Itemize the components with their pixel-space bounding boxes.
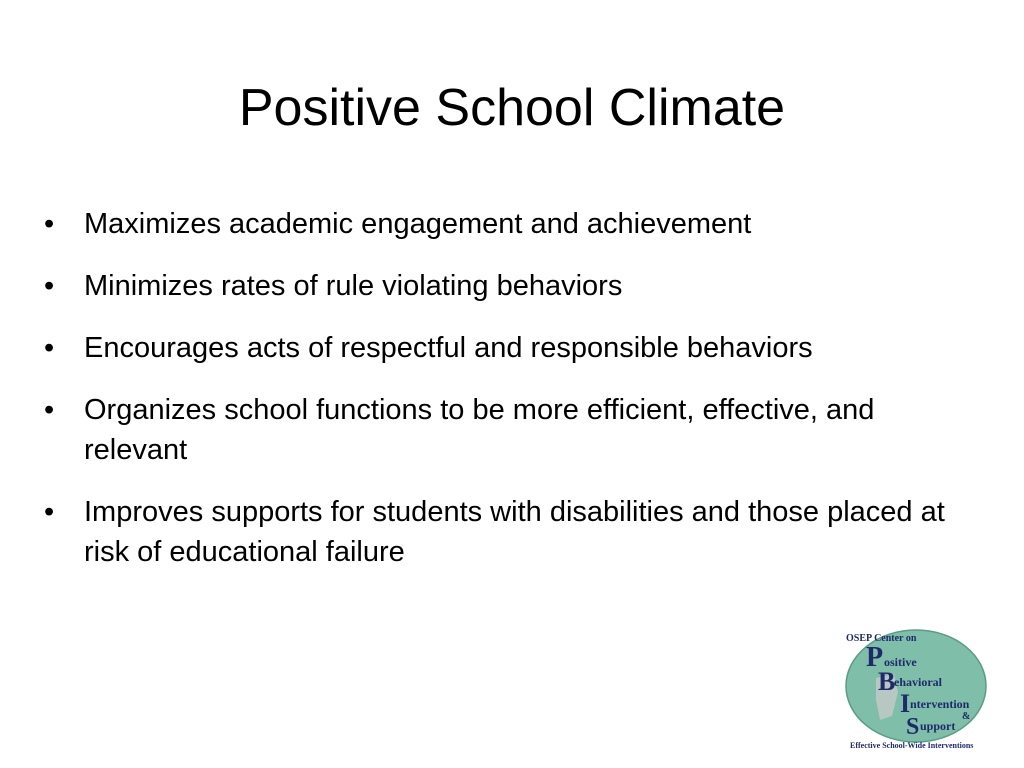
bullet-marker: • bbox=[44, 270, 55, 302]
bullet-text: Minimizes rates of rule violating behaviors bbox=[84, 270, 623, 302]
logo-footer: Effective School-Wide Interventions bbox=[850, 741, 974, 750]
bullet-marker: • bbox=[44, 332, 55, 364]
bullet-item bbox=[44, 204, 964, 244]
logo-ampersand: & bbox=[962, 711, 971, 722]
slide-title: Positive School Climate bbox=[238, 79, 786, 137]
bullet-text: Encourages acts of respectful and responsible behaviors bbox=[84, 332, 813, 364]
logo-initial-i: I bbox=[900, 689, 911, 718]
pbis-logo-graphic bbox=[836, 626, 1012, 754]
logo-initial-s: S bbox=[906, 714, 920, 740]
logo-word-positive: ositive bbox=[884, 655, 917, 669]
bullet-marker: • bbox=[44, 496, 55, 528]
pbis-logo bbox=[836, 626, 1012, 754]
bullet-item bbox=[44, 266, 964, 306]
bullet-text: Organizes school functions to be more efficient, effective, and relevant bbox=[84, 394, 875, 466]
logo-initial-p: P bbox=[866, 642, 884, 673]
bullet-text: Improves supports for students with disabilities and those placed at risk of educational failure bbox=[84, 496, 945, 568]
bullet-item bbox=[44, 328, 964, 368]
bullet-item bbox=[44, 492, 964, 572]
logo-initial-b: B bbox=[878, 667, 896, 696]
bullet-text: Maximizes academic engagement and achievement bbox=[84, 208, 752, 240]
bullet-marker: • bbox=[44, 394, 55, 426]
logo-word-support: upport bbox=[920, 719, 956, 733]
bullet-item bbox=[44, 390, 964, 470]
logo-word-intervention: ntervention bbox=[910, 697, 970, 711]
bullet-marker: • bbox=[44, 208, 55, 240]
logo-header: OSEP Center on bbox=[846, 633, 917, 644]
logo-word-behavioral: ehavioral bbox=[894, 675, 942, 689]
bullet-list bbox=[44, 204, 964, 594]
